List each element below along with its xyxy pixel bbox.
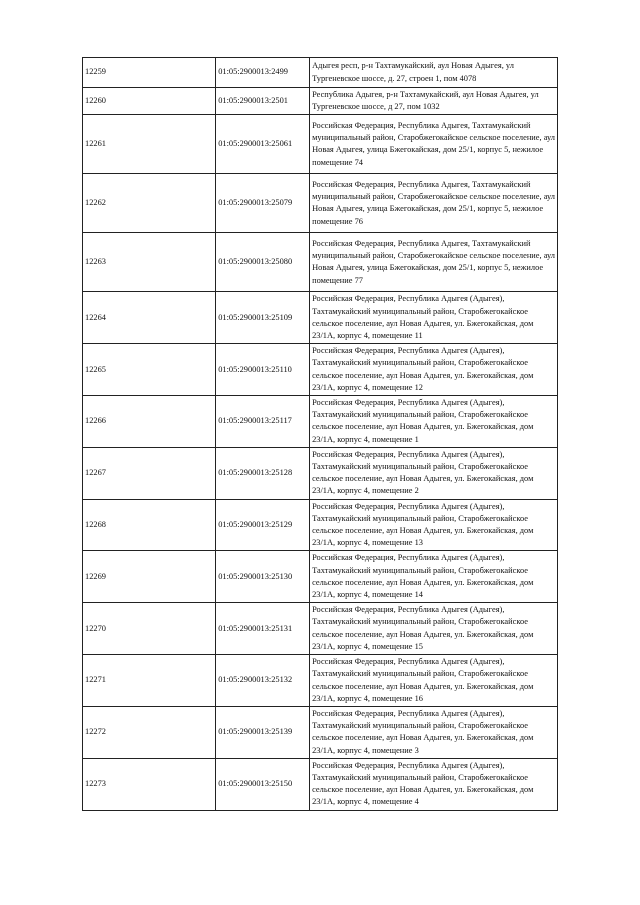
row-number-cell: 12266 xyxy=(83,396,216,448)
address-cell: Российская Федерация, Республика Адыгея, Тахтамукайский муниципальный район, Старобжегокайское сельское поселение, аул Новая Адыгея, улица Бжегокайская, дом 25/1, корпус 5, нежилое помещение 76 xyxy=(310,174,558,233)
row-number-cell: 12261 xyxy=(83,115,216,174)
cadastral-number-cell: 01:05:2900013:25079 xyxy=(216,174,310,233)
registry-body xyxy=(83,58,558,811)
row-number-cell: 12269 xyxy=(83,551,216,603)
address-cell: Российская Федерация, Республика Адыгея (Адыгея), Тахтамукайский муниципальный район, Старобжегокайское сельское поселение, аул Новая Адыгея, ул. Бжегокайская, дом 23/1А, корпус 4, помещение 16 xyxy=(310,655,558,707)
cadastral-number-cell: 01:05:2900013:25128 xyxy=(216,447,310,499)
address-cell: Российская Федерация, Республика Адыгея, Тахтамукайский муниципальный район, Старобжегокайское сельское поселение, аул Новая Адыгея, улица Бжегокайская, дом 25/1, корпус 5, нежилое помещение 77 xyxy=(310,233,558,292)
table-row xyxy=(83,344,558,396)
table-row xyxy=(83,396,558,448)
cadastral-number-cell: 01:05:2900013:25080 xyxy=(216,233,310,292)
row-number-cell: 12272 xyxy=(83,706,216,758)
cadastral-number-cell: 01:05:2900013:25129 xyxy=(216,499,310,551)
cadastral-number-cell: 01:05:2900013:25130 xyxy=(216,551,310,603)
row-number-cell: 12273 xyxy=(83,758,216,810)
row-number-cell: 12270 xyxy=(83,603,216,655)
row-number-cell: 12265 xyxy=(83,344,216,396)
cadastral-number-cell: 01:05:2900013:25132 xyxy=(216,655,310,707)
table-row xyxy=(83,447,558,499)
row-number-cell: 12268 xyxy=(83,499,216,551)
table-row xyxy=(83,706,558,758)
row-number-cell: 12260 xyxy=(83,88,216,115)
table-row xyxy=(83,115,558,174)
table-row xyxy=(83,88,558,115)
table-row xyxy=(83,551,558,603)
registry-table xyxy=(82,57,558,811)
table-row xyxy=(83,758,558,810)
address-cell: Российская Федерация, Республика Адыгея (Адыгея), Тахтамукайский муниципальный район, Старобжегокайское сельское поселение, аул Новая Адыгея, ул. Бжегокайская, дом 23/1А, корпус 4, помещение 1 xyxy=(310,396,558,448)
table-row xyxy=(83,174,558,233)
address-cell: Российская Федерация, Республика Адыгея (Адыгея), Тахтамукайский муниципальный район, Старобжегокайское сельское поселение, аул Новая Адыгея, ул. Бжегокайская, дом 23/1А, корпус 4, помещение 14 xyxy=(310,551,558,603)
address-cell: Российская Федерация, Республика Адыгея (Адыгея), Тахтамукайский муниципальный район, Старобжегокайское сельское поселение, аул Новая Адыгея, ул. Бжегокайская, дом 23/1А, корпус 4, помещение 2 xyxy=(310,447,558,499)
address-cell: Республика Адыгея, р-н Тахтамукайский, аул Новая Адыгея, ул Тургеневское шоссе, д 27, пом 1032 xyxy=(310,88,558,115)
row-number-cell: 12263 xyxy=(83,233,216,292)
address-cell: Российская Федерация, Республика Адыгея (Адыгея), Тахтамукайский муниципальный район, Старобжегокайское сельское поселение, аул Новая Адыгея, ул. Бжегокайская, дом 23/1А, корпус 4, помещение 4 xyxy=(310,758,558,810)
table-row xyxy=(83,655,558,707)
row-number-cell: 12264 xyxy=(83,292,216,344)
table-row xyxy=(83,233,558,292)
cadastral-number-cell: 01:05:2900013:2501 xyxy=(216,88,310,115)
cadastral-number-cell: 01:05:2900013:25117 xyxy=(216,396,310,448)
address-cell: Российская Федерация, Республика Адыгея (Адыгея), Тахтамукайский муниципальный район, Старобжегокайское сельское поселение, аул Новая Адыгея, ул. Бжегокайская, дом 23/1А, корпус 4, помещение 12 xyxy=(310,344,558,396)
cadastral-number-cell: 01:05:2900013:25131 xyxy=(216,603,310,655)
row-number-cell: 12262 xyxy=(83,174,216,233)
cadastral-number-cell: 01:05:2900013:25150 xyxy=(216,758,310,810)
table-row xyxy=(83,499,558,551)
address-cell: Российская Федерация, Республика Адыгея (Адыгея), Тахтамукайский муниципальный район, Старобжегокайское сельское поселение, аул Новая Адыгея, ул. Бжегокайская, дом 23/1А, корпус 4, помещение 15 xyxy=(310,603,558,655)
address-cell: Адыгея респ, р-н Тахтамукайский, аул Новая Адыгея, ул Тургеневское шоссе, д. 27, строен 1, пом 4078 xyxy=(310,58,558,88)
row-number-cell: 12259 xyxy=(83,58,216,88)
cadastral-number-cell: 01:05:2900013:25061 xyxy=(216,115,310,174)
address-cell: Российская Федерация, Республика Адыгея (Адыгея), Тахтамукайский муниципальный район, Старобжегокайское сельское поселение, аул Новая Адыгея, ул. Бжегокайская, дом 23/1А, корпус 4, помещение 13 xyxy=(310,499,558,551)
address-cell: Российская Федерация, Республика Адыгея (Адыгея), Тахтамукайский муниципальный район, Старобжегокайское сельское поселение, аул Новая Адыгея, ул. Бжегокайская, дом 23/1А, корпус 4, помещение 11 xyxy=(310,292,558,344)
cadastral-number-cell: 01:05:2900013:25109 xyxy=(216,292,310,344)
row-number-cell: 12271 xyxy=(83,655,216,707)
address-cell: Российская Федерация, Республика Адыгея, Тахтамукайский муниципальный район, Старобжегокайское сельское поселение, аул Новая Адыгея, улица Бжегокайская, дом 25/1, корпус 5, нежилое помещение 74 xyxy=(310,115,558,174)
table-row xyxy=(83,292,558,344)
table-row xyxy=(83,58,558,88)
table-row xyxy=(83,603,558,655)
cadastral-number-cell: 01:05:2900013:25139 xyxy=(216,706,310,758)
cadastral-number-cell: 01:05:2900013:25110 xyxy=(216,344,310,396)
cadastral-number-cell: 01:05:2900013:2499 xyxy=(216,58,310,88)
address-cell: Российская Федерация, Республика Адыгея (Адыгея), Тахтамукайский муниципальный район, Старобжегокайское сельское поселение, аул Новая Адыгея, ул. Бжегокайская, дом 23/1А, корпус 4, помещение 3 xyxy=(310,706,558,758)
row-number-cell: 12267 xyxy=(83,447,216,499)
